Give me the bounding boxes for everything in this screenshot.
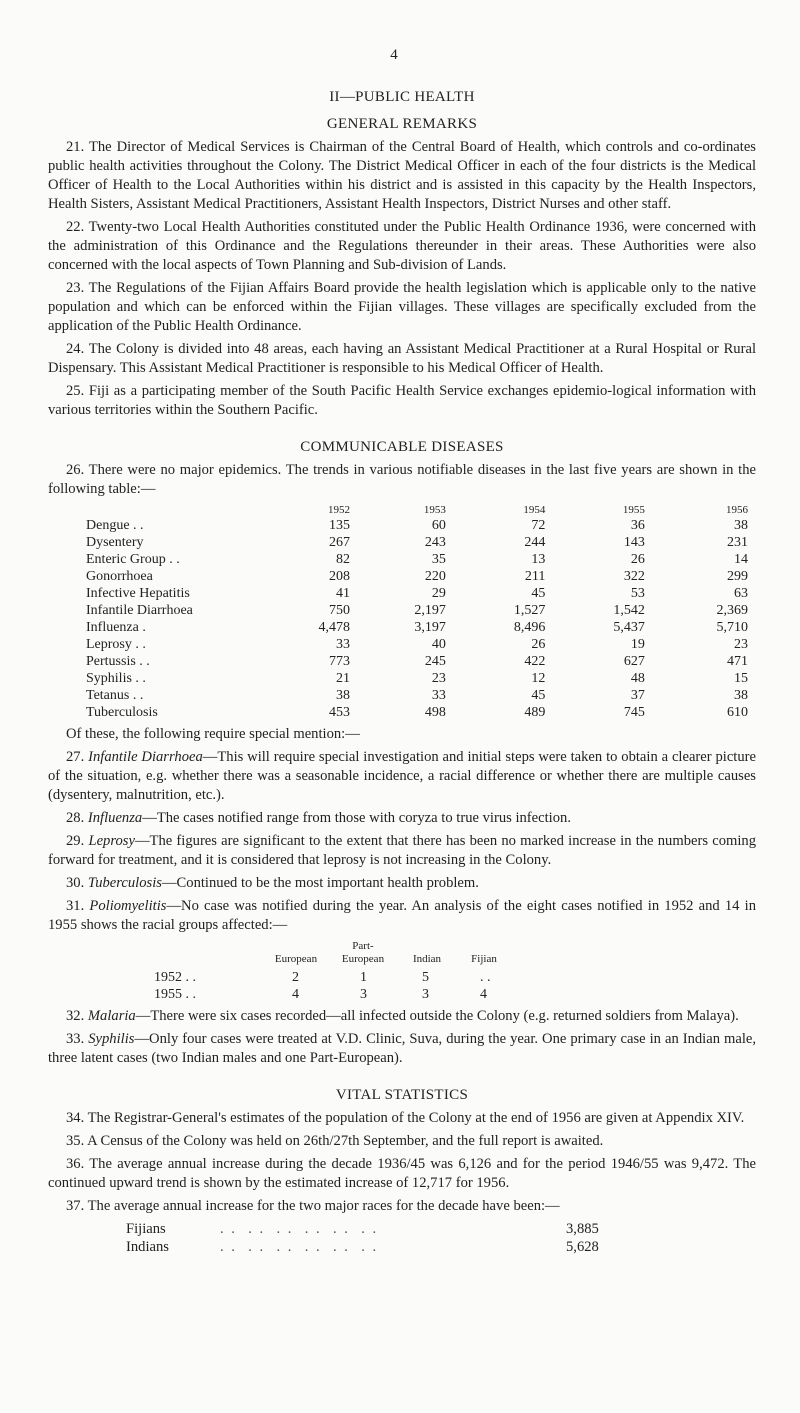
race-increase-list [48, 1220, 756, 1256]
case-count: 38 [734, 518, 748, 533]
case-count: 244 [524, 535, 546, 550]
case-count: 60 [431, 518, 446, 533]
p29-title: Leprosy [88, 833, 135, 849]
case-count: 245 [424, 654, 446, 669]
year-header: 1955 [622, 504, 645, 516]
race-name: Indians [126, 1239, 169, 1255]
case-count: 15 [734, 671, 748, 686]
paragraph-21: 21. The Director of Medical Services is Chairman of the Central Board of Health, which controls and co-ordinates public health activities throughout the Colony. The District Medical Officer in each of the four districts is the Medical Officer of Health to the Local Authorities within his district and is assisted in this capacity by the Health Inspectors, Health Sisters, Assistant Medical Practitioners, Assistant Health Inspectors, District Nurses and other staff. [48, 139, 756, 212]
polio-value: . . [480, 970, 491, 985]
case-count: 41 [335, 586, 350, 601]
case-count: 135 [328, 518, 350, 533]
disease-name: Infective Hepatitis [86, 586, 190, 601]
polio-header [48, 939, 756, 969]
communicable-title: COMMUNICABLE DISEASES [300, 439, 504, 455]
polio-col-fijian: Fijian [471, 953, 497, 965]
case-count: 13 [531, 552, 546, 567]
disease-name: Enteric Group . . [86, 552, 180, 567]
case-count: 299 [727, 569, 748, 584]
table-row [48, 551, 748, 568]
table-row [48, 653, 748, 670]
polio-value: 3 [360, 987, 367, 1002]
case-count: 220 [424, 569, 446, 584]
case-count: 14 [734, 552, 748, 567]
p28-title: Influenza [87, 810, 143, 826]
paragraph-32: 32. Malaria—There were six cases recorded—all infected outside the Colony (e.g. returned soldiers from Malaya). [66, 1008, 739, 1024]
polio-col-european: European [274, 953, 318, 965]
polio-year: 1955 . . [154, 987, 196, 1002]
case-count: 267 [328, 535, 350, 550]
case-count: 5,710 [716, 620, 748, 635]
case-count: 143 [623, 535, 645, 550]
p32-title: Malaria [87, 1008, 136, 1024]
case-count: 19 [630, 637, 645, 652]
polio-value: 3 [422, 987, 429, 1002]
case-count: 38 [734, 688, 748, 703]
disease-name: Pertussis . . [86, 654, 150, 669]
case-count: 1,542 [613, 603, 645, 618]
race-value: 3,885 [566, 1221, 599, 1237]
table-header-row [48, 503, 748, 517]
case-count: 211 [524, 569, 546, 584]
section-subtitle: GENERAL REMARKS [326, 116, 478, 132]
p27-title: Infantile Diarrhoea [88, 749, 203, 765]
case-count: 750 [328, 603, 350, 618]
case-count: 243 [424, 535, 446, 550]
case-count: 45 [531, 586, 546, 601]
polio-value: 1 [360, 970, 367, 985]
case-count: 21 [335, 671, 350, 686]
table-row [48, 534, 748, 551]
case-count: 498 [424, 705, 446, 720]
polio-value: 2 [292, 970, 299, 985]
table-row [48, 602, 748, 619]
case-count: 72 [531, 518, 546, 533]
case-count: 35 [431, 552, 446, 567]
paragraph-37: 37. The average annual increase for the two major races for the decade have been:— [66, 1198, 560, 1214]
polio-table [48, 939, 756, 1003]
case-count: 63 [734, 586, 748, 601]
case-count: 36 [630, 518, 645, 533]
list-item [48, 1220, 756, 1238]
race-value: 5,628 [566, 1239, 599, 1255]
table-row [48, 517, 748, 534]
case-count: 48 [630, 671, 645, 686]
case-count: 4,478 [318, 620, 350, 635]
p30-title: Tuberculosis [87, 875, 162, 891]
paragraph-30: 30. Tuberculosis—Continued to be the most important health problem. [66, 875, 479, 891]
paragraph-35: 35. A Census of the Colony was held on 26th/27th September, and the full report is awaited. [66, 1133, 604, 1149]
case-count: 26 [630, 552, 645, 567]
case-count: 29 [431, 586, 446, 601]
section-title: II—PUBLIC HEALTH [329, 89, 475, 105]
case-count: 231 [727, 535, 748, 550]
p31-title: Poliomyelitis [89, 898, 167, 914]
paragraph-27: 27. Infantile Diarrhoea—This will require special investigation and initial steps were taken to obtain a clearer picture of the situation, e.g. whether there was a seasonable incidence, a racial difference or whether there are multiple causes (dysentery, malnutrition, etc.). [48, 749, 757, 803]
year-header: 1953 [423, 504, 446, 516]
year-header: 1956 [726, 504, 748, 516]
case-count: 33 [335, 637, 350, 652]
vital-statistics-title: VITAL STATISTICS [335, 1087, 469, 1103]
case-count: 422 [524, 654, 546, 669]
disease-name: Dysentery [86, 535, 144, 550]
year-header: 1952 [327, 504, 350, 516]
race-name: Fijians [126, 1221, 166, 1237]
case-count: 453 [328, 705, 350, 720]
case-count: 37 [630, 688, 645, 703]
mention-line: Of these, the following require special mention:— [66, 726, 360, 742]
disease-name: Tetanus . . [86, 688, 144, 703]
leader-dots: . . . . . . . . . . . . [220, 1221, 379, 1237]
case-count: 610 [727, 705, 748, 720]
polio-value: 4 [292, 987, 299, 1002]
table-row [48, 568, 748, 585]
disease-name: Syphilis . . [86, 671, 146, 686]
case-count: 26 [531, 637, 546, 652]
case-count: 773 [328, 654, 350, 669]
table-row [48, 585, 748, 602]
p33-title: Syphilis [88, 1031, 135, 1047]
table-row [48, 670, 748, 687]
polio-value: 5 [422, 970, 429, 985]
table-row [48, 687, 748, 704]
disease-trends-table [48, 503, 748, 721]
polio-row [48, 986, 756, 1003]
case-count: 23 [734, 637, 748, 652]
page-number: 4 [390, 47, 398, 63]
paragraph-24: 24. The Colony is divided into 48 areas, each having an Assistant Medical Practitioner at a Rural Hospital or Rural Dispensary. This Assistant Medical Practitioner is responsible to his Medical Officer of Health. [48, 341, 756, 376]
case-count: 471 [727, 654, 748, 669]
paragraph-29: 29. Leprosy—The figures are significant to the extent that there has been no marked increase in the numbers coming forward for treatment, and it is considered that leprosy is not increasing in the Colony. [48, 833, 756, 868]
case-count: 322 [623, 569, 645, 584]
paragraph-36: 36. The average annual increase during the decade 1936/45 was 6,126 and for the period 1946/55 was 9,472. The continued upward trend is shown by the estimated increase of 12,717 for 1956. [48, 1156, 756, 1191]
case-count: 45 [531, 688, 546, 703]
disease-name: Leprosy . . [86, 637, 146, 652]
page-content [48, 88, 756, 1256]
polio-col-part-european: Part- European [341, 940, 385, 965]
table-row [48, 704, 748, 721]
case-count: 38 [335, 688, 350, 703]
case-count: 627 [623, 654, 645, 669]
paragraph-22: 22. Twenty-two Local Health Authorities constituted under the Public Health Ordinance 1936, were concerned with the administration of this Ordinance and the Regulations thereunder in their areas. These Authorities were also concerned with the local aspects of Town Planning and Sub-division of Lands. [48, 219, 756, 273]
disease-name: Dengue . . [86, 518, 144, 533]
paragraph-34: 34. The Registrar-General's estimates of the population of the Colony at the end of 1956 are given at Appendix XIV. [66, 1110, 745, 1126]
paragraph-25: 25. Fiji as a participating member of the South Pacific Health Service exchanges epidemio-logical information with various territories within the Southern Pacific. [48, 383, 756, 418]
case-count: 3,197 [414, 620, 446, 635]
case-count: 8,496 [513, 620, 546, 635]
polio-col-indian: Indian [412, 953, 442, 965]
disease-name: Gonorrhoea [86, 569, 153, 584]
case-count: 40 [431, 637, 446, 652]
case-count: 23 [431, 671, 446, 686]
polio-year: 1952 . . [154, 970, 196, 985]
paragraph-26: 26. There were no major epidemics. The trends in various notifiable diseases in the last five years are shown in the following table:— [48, 462, 756, 497]
case-count: 208 [328, 569, 350, 584]
case-count: 53 [630, 586, 645, 601]
polio-value: 4 [480, 987, 487, 1002]
disease-name: Tuberculosis [86, 705, 158, 720]
paragraph-23: 23. The Regulations of the Fijian Affairs Board provide the health legislation which is applicable only to the native population and which can be enforced within the Fijian villages. These villages are specifically excluded from the application of the Public Health Ordinance. [48, 280, 756, 334]
paragraph-31: 31. Poliomyelitis—No case was notified during the year. An analysis of the eight cases notified in 1952 and 14 in 1955 shows the racial groups affected:— [48, 898, 757, 933]
case-count: 5,437 [613, 620, 645, 635]
disease-name: Influenza . [86, 620, 146, 635]
case-count: 1,527 [513, 603, 546, 618]
year-header: 1954 [523, 504, 546, 516]
case-count: 2,197 [414, 603, 446, 618]
list-item [48, 1238, 756, 1256]
leader-dots: . . . . . . . . . . . . [220, 1239, 379, 1255]
case-count: 82 [335, 552, 350, 567]
paragraph-28: 28. Influenza—The cases notified range from those with coryza to true virus infection. [66, 810, 571, 826]
case-count: 745 [623, 705, 645, 720]
polio-row [48, 969, 756, 986]
table-row [48, 636, 748, 653]
case-count: 33 [431, 688, 446, 703]
case-count: 2,369 [716, 603, 748, 618]
table-row [48, 619, 748, 636]
paragraph-33: 33. Syphilis—Only four cases were treated at V.D. Clinic, Suva, during the year. One primary case in an Indian male, three latent cases (two Indian males and one Part-European). [48, 1031, 757, 1066]
disease-name: Infantile Diarrhoea [86, 603, 193, 618]
case-count: 12 [531, 671, 546, 686]
case-count: 489 [524, 705, 546, 720]
